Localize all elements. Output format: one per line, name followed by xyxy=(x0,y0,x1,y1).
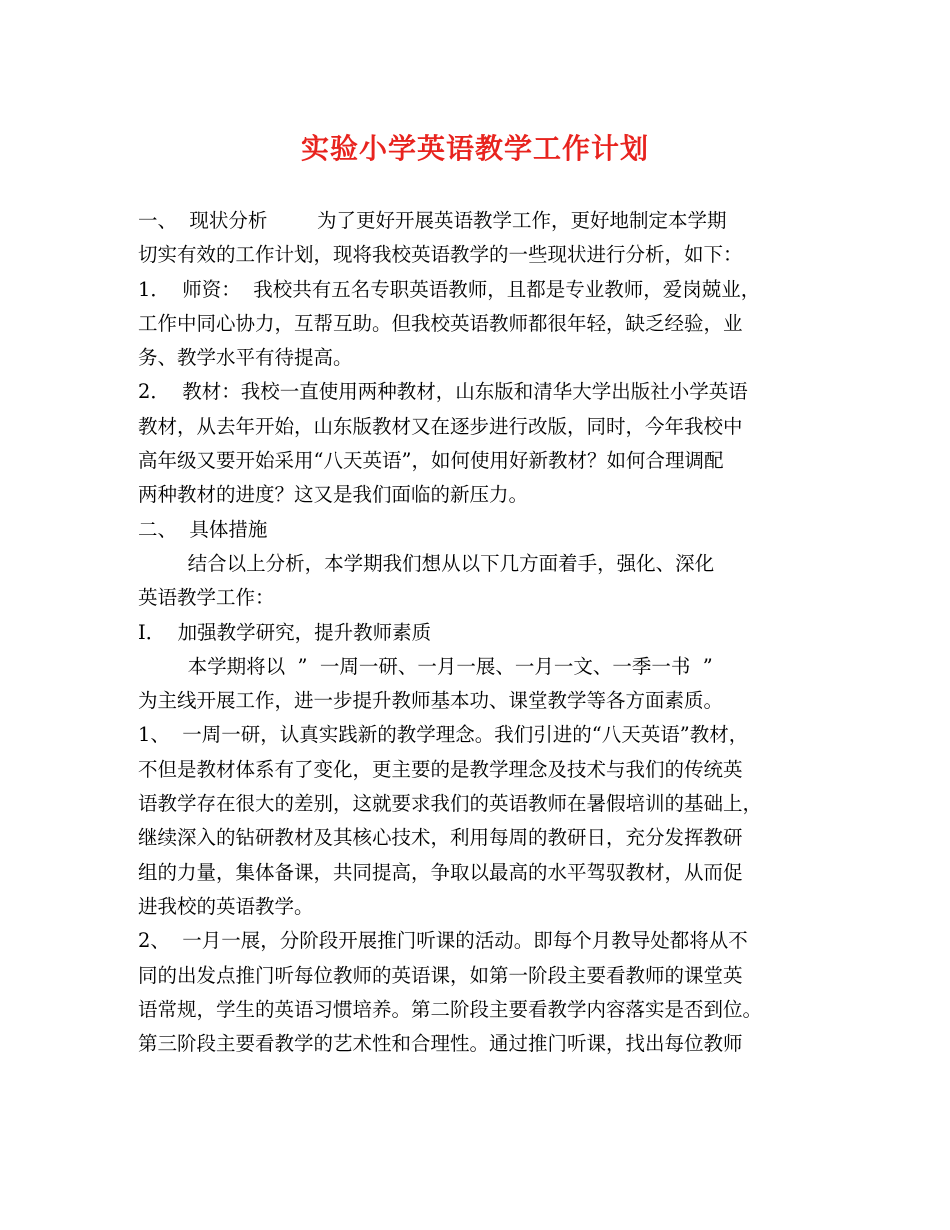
text-line: 两种教材的进度？这又是我们面临的新压力。 xyxy=(138,483,529,507)
text-line: 进我校的英语教学。 xyxy=(138,894,314,918)
document-title: 实验小学英语教学工作计划 xyxy=(300,132,649,165)
text-line: 2． 教材：我校一直使用两种教材，山东版和清华大学出版社小学英语 xyxy=(138,380,748,404)
text-line: 教材，从去年开始，山东版教材又在逐步进行改版，同时，今年我校中 xyxy=(138,414,743,438)
text-line: 本学期将以 ” 一周一研、一月一展、一月一文、一季一书 ” xyxy=(138,654,713,678)
text-line: 工作中同心协力，互帮互助。但我校英语教师都很年轻，缺乏经验，业 xyxy=(138,311,743,335)
text-line: 组的力量，集体备课，共同提高，争取以最高的水平驾驭教材，从而促 xyxy=(138,860,743,884)
text-line: 切实有效的工作计划，现将我校英语教学的一些现状进行分析，如下： xyxy=(138,243,743,267)
text-line: 语常规，学生的英语习惯培养。第二阶段主要看教学内容落实是否到位。 xyxy=(138,997,763,1021)
text-line: 务、教学水平有待提高。 xyxy=(138,346,353,370)
text-line: 同的出发点推门听每位教师的英语课，如第一阶段主要看教师的课堂英 xyxy=(138,963,743,987)
text-line: 英语教学工作： xyxy=(138,586,275,610)
text-line: 1． 师资： 我校共有五名专职英语教师，且都是专业教师，爱岗兢业， xyxy=(138,277,761,301)
text-line: 第三阶段主要看教学的艺术性和合理性。通过推门听课，找出每位教师 xyxy=(138,1032,743,1056)
text-line: I． 加强教学研究，提升教师素质 xyxy=(138,620,432,644)
text-line: 结合以上分析，本学期我们想从以下几方面着手，强化、深化 xyxy=(138,551,715,575)
text-line: 为主线开展工作，进一步提升教师基本功、课堂教学等各方面素质。 xyxy=(138,689,724,713)
document-body xyxy=(138,204,818,1061)
text-line: 继续深入的钻研教材及其核心技术，利用每周的教研日，充分发挥教研 xyxy=(138,826,743,850)
text-line: 高年级又要开始采用“八天英语”，如何使用好新教材？如何合理调配 xyxy=(138,449,724,473)
text-line: 语教学存在很大的差别，这就要求我们的英语教师在暑假培训的基础上， xyxy=(138,792,763,816)
text-line: 不但是教材体系有了变化，更主要的是教学理念及技术与我们的传统英 xyxy=(138,757,743,781)
text-line: 1、 一周一研，认真实践新的教学理念。我们引进的“八天英语”教材， xyxy=(138,723,749,747)
text-line: 2、 一月一展，分阶段开展推门听课的活动。即每个月教导处都将从不 xyxy=(138,929,748,953)
text-line: 二、 具体措施 xyxy=(138,517,268,541)
text-line: 一、 现状分析 为了更好开展英语教学工作，更好地制定本学期 xyxy=(138,209,727,232)
